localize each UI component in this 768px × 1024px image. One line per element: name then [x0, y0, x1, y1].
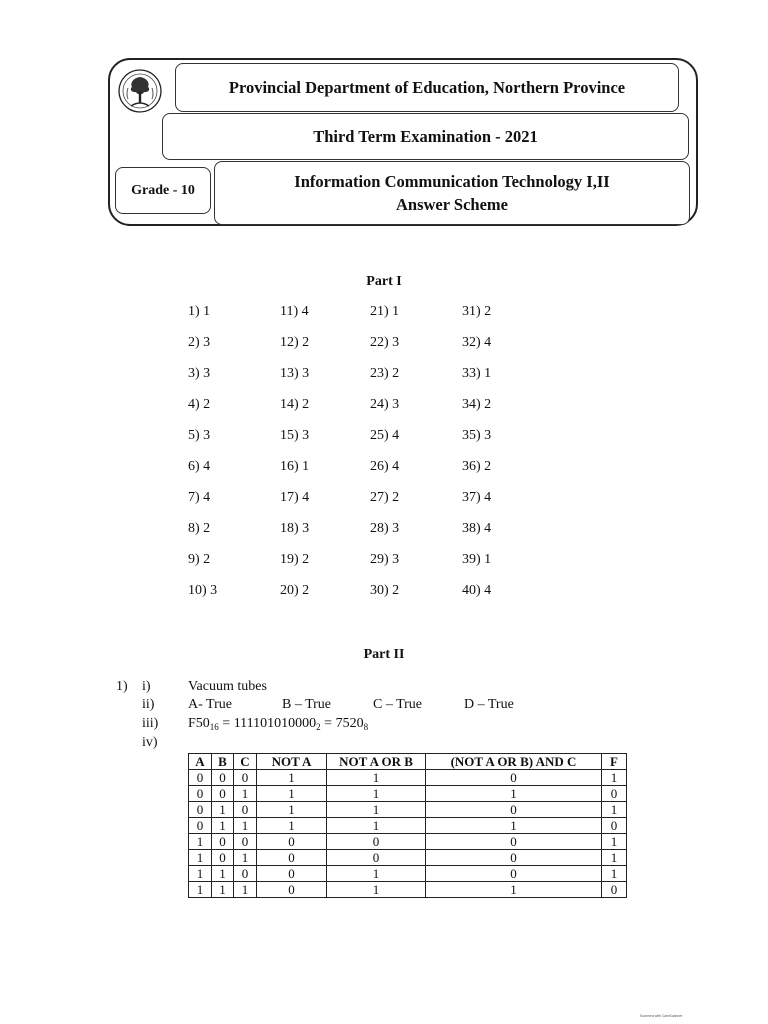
- truth-table-cell: 1: [212, 818, 234, 834]
- truth-table-cell: 1: [212, 866, 234, 882]
- answer-item: 11) 4: [280, 304, 309, 319]
- part1-answer-grid: [188, 303, 542, 613]
- truth-table-cell: 1: [212, 802, 234, 818]
- answer-item: 19) 2: [280, 552, 310, 567]
- truth-table-cell: 1: [426, 818, 602, 834]
- truth-table-cell: 1: [602, 850, 627, 866]
- octal-value: 7520: [335, 716, 364, 731]
- truth-table-cell: 0: [212, 834, 234, 850]
- truth-table-cell: 0: [426, 866, 602, 882]
- truth-table-cell: 0: [426, 802, 602, 818]
- department-title: Provincial Department of Education, Northern Province: [228, 77, 626, 97]
- part2-title: Part II: [363, 647, 405, 662]
- truth-table-cell: 0: [426, 834, 602, 850]
- truth-table-cell: 1: [602, 866, 627, 882]
- question-number: 1): [116, 679, 128, 694]
- truth-table-header-cell: F: [602, 754, 627, 770]
- hex-value: F50: [188, 716, 210, 731]
- truth-table-cell: 0: [189, 770, 212, 786]
- header-grade: [115, 167, 211, 214]
- table-row: [189, 770, 627, 786]
- truth-table-cell: 1: [602, 834, 627, 850]
- answer-item: 38) 4: [462, 521, 492, 536]
- truth-table-header-cell: A: [189, 754, 212, 770]
- answer-item: 39) 1: [462, 552, 492, 567]
- answer-item: 26) 4: [370, 459, 400, 474]
- answer-item: 24) 3: [370, 397, 400, 412]
- answer-item: 28) 3: [370, 521, 400, 536]
- answer-item: 27) 2: [370, 490, 400, 505]
- truth-table-cell: 1: [327, 882, 426, 898]
- truth-table-cell: 0: [602, 882, 627, 898]
- truth-table-cell: 0: [257, 834, 327, 850]
- answer-item: 4) 2: [188, 397, 211, 412]
- truth-table-cell: 1: [257, 786, 327, 802]
- truth-table-cell: 1: [327, 770, 426, 786]
- octal-base: 8: [363, 722, 369, 732]
- truth-table-cell: 1: [602, 770, 627, 786]
- truth-table-cell: 1: [257, 818, 327, 834]
- truth-table: [188, 753, 627, 898]
- answer-item: 5) 3: [188, 428, 211, 443]
- exam-title: Third Term Examination - 2021: [313, 126, 538, 146]
- answer-item: 3) 3: [188, 366, 211, 381]
- truth-table-cell: 1: [327, 786, 426, 802]
- truth-table-cell: 0: [212, 850, 234, 866]
- part1-title: Part I: [366, 274, 402, 289]
- truth-table-header-cell: (NOT A OR B) AND C: [426, 754, 602, 770]
- answer-item: 7) 4: [188, 490, 211, 505]
- truth-table-cell: 0: [189, 786, 212, 802]
- truth-table-header: [189, 754, 627, 770]
- answer-item: 1) 1: [188, 304, 211, 319]
- answer-item: 33) 1: [462, 366, 492, 381]
- answer-ii-a: A- True: [188, 697, 232, 712]
- truth-table-cell: 0: [189, 802, 212, 818]
- truth-table-cell: 0: [327, 834, 426, 850]
- hex-base: 16: [209, 722, 219, 732]
- binary-base: 2: [316, 722, 321, 732]
- answer-item: 30) 2: [370, 583, 400, 598]
- answer-item: 31) 2: [462, 304, 492, 319]
- truth-table-cell: 0: [602, 786, 627, 802]
- sub-label-ii: ii): [142, 697, 155, 712]
- scheme-title: Answer Scheme: [396, 195, 508, 214]
- answer-item: 32) 4: [462, 335, 492, 350]
- answer-item: 2) 3: [188, 335, 211, 350]
- answer-item: 34) 2: [462, 397, 492, 412]
- truth-table-cell: 1: [257, 802, 327, 818]
- truth-table-cell: 1: [189, 850, 212, 866]
- answer-item: 8) 2: [188, 521, 211, 536]
- answer-item: 17) 4: [280, 490, 310, 505]
- answer-ii-c: C – True: [373, 697, 423, 712]
- truth-table-cell: 1: [426, 786, 602, 802]
- sub-label-iv: iv): [142, 735, 158, 750]
- header-subject: [214, 161, 690, 225]
- table-row: [189, 834, 627, 850]
- table-row: [189, 882, 627, 898]
- answer-item: 36) 2: [462, 459, 492, 474]
- answer-i: Vacuum tubes: [188, 679, 267, 694]
- truth-table-cell: 0: [257, 882, 327, 898]
- truth-table-cell: 1: [327, 866, 426, 882]
- answer-item: 13) 3: [280, 366, 310, 381]
- answer-item: 25) 4: [370, 428, 400, 443]
- truth-table-cell: 0: [257, 866, 327, 882]
- truth-table-cell: 0: [234, 770, 257, 786]
- answer-item: 9) 2: [188, 552, 211, 567]
- truth-table-cell: 1: [327, 802, 426, 818]
- answer-item: 21) 1: [370, 304, 400, 319]
- truth-table-cell: 1: [234, 850, 257, 866]
- table-row: [189, 866, 627, 882]
- table-row: [189, 818, 627, 834]
- truth-table-cell: 0: [426, 770, 602, 786]
- sub-label-iii: iii): [142, 716, 159, 731]
- truth-table-header-cell: B: [212, 754, 234, 770]
- binary-value: 111101010000: [233, 716, 317, 731]
- truth-table-cell: 0: [189, 818, 212, 834]
- answer-iii: $F50_{16} = 111101010000_2 = 7520_8$: [188, 716, 369, 732]
- answer-item: 35) 3: [462, 428, 492, 443]
- table-row: [189, 786, 627, 802]
- answer-item: 22) 3: [370, 335, 400, 350]
- table-row: [189, 850, 627, 866]
- answer-item: 10) 3: [188, 583, 218, 598]
- scan-watermark: Scanned with CamScanner: [640, 1014, 683, 1018]
- truth-table-cell: 0: [212, 786, 234, 802]
- header-exam: [162, 113, 689, 160]
- truth-table-header-cell: NOT A OR B: [327, 754, 426, 770]
- emblem-tree-icon: [117, 66, 163, 116]
- truth-table-cell: 0: [212, 770, 234, 786]
- subject-title: Information Communication Technology I,II: [294, 172, 610, 191]
- truth-table-cell: 1: [189, 882, 212, 898]
- truth-table-cell: 1: [189, 834, 212, 850]
- truth-table-cell: 0: [257, 850, 327, 866]
- truth-table-header-cell: NOT A: [257, 754, 327, 770]
- truth-table-cell: 1: [327, 818, 426, 834]
- grade-label: Grade - 10: [131, 182, 195, 198]
- truth-table-cell: 0: [602, 818, 627, 834]
- truth-table-cell: 1: [234, 882, 257, 898]
- truth-table-cell: 0: [234, 866, 257, 882]
- truth-table-cell: 1: [189, 866, 212, 882]
- answer-item: 18) 3: [280, 521, 310, 536]
- answer-item: 23) 2: [370, 366, 400, 381]
- answer-item: 16) 1: [280, 459, 310, 474]
- answer-item: 40) 4: [462, 583, 492, 598]
- truth-table-cell: 1: [234, 818, 257, 834]
- table-row: [189, 802, 627, 818]
- answer-item: 6) 4: [188, 459, 211, 474]
- answer-ii-b: B – True: [282, 697, 332, 712]
- answer-item: 12) 2: [280, 335, 310, 350]
- truth-table-header-cell: C: [234, 754, 257, 770]
- truth-table-cell: 0: [234, 802, 257, 818]
- truth-table-cell: 1: [257, 770, 327, 786]
- answer-item: 37) 4: [462, 490, 492, 505]
- answer-item: 29) 3: [370, 552, 400, 567]
- truth-table-cell: 1: [212, 882, 234, 898]
- answer-item: 15) 3: [280, 428, 310, 443]
- truth-table-cell: 0: [327, 850, 426, 866]
- truth-table-cell: 0: [234, 834, 257, 850]
- truth-table-cell: 1: [426, 882, 602, 898]
- answer-item: 14) 2: [280, 397, 310, 412]
- answer-item: 20) 2: [280, 583, 310, 598]
- truth-table-cell: 0: [426, 850, 602, 866]
- truth-table-cell: 1: [234, 786, 257, 802]
- truth-table-cell: 1: [602, 802, 627, 818]
- header-department: [175, 63, 679, 112]
- answer-ii-d: D – True: [464, 697, 514, 712]
- sub-label-i: i): [142, 679, 151, 694]
